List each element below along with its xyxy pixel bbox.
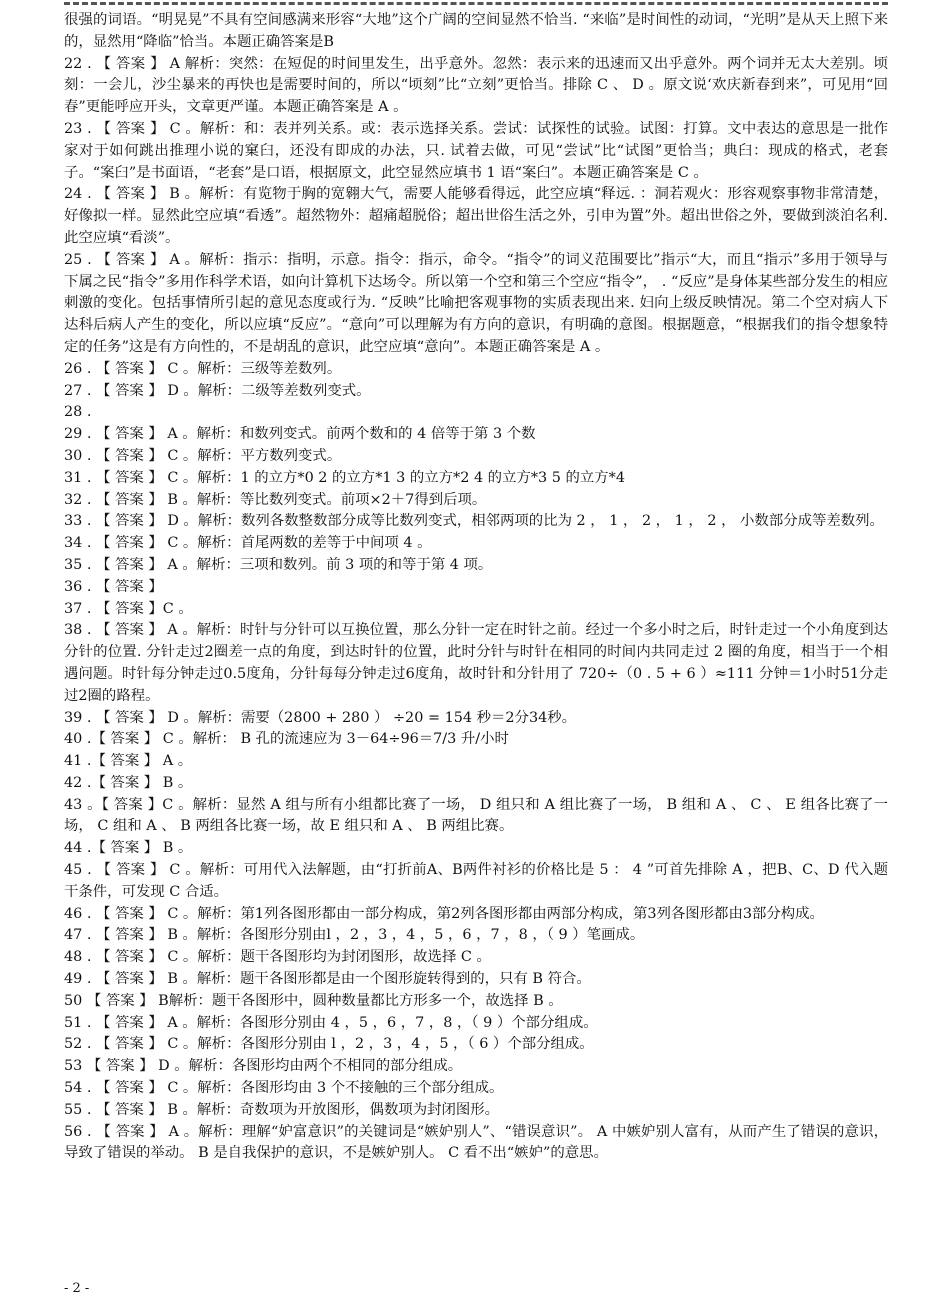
answer-44: 44 .【 答案 】 B 。 [64, 840, 193, 857]
page-number: - 2 - [64, 1281, 90, 1296]
answer-55: 55 . 【 答案 】 B 。解析：奇数项为开放图形，偶数项为封闭图形。 [64, 1101, 500, 1118]
answer-42: 42 .【 答案 】 B 。 [64, 774, 193, 791]
answer-39: 39 . 【 答案 】 D 。解析：需要（2800 + 280 ） ÷20 = 154 秒＝2分34秒。 [64, 709, 577, 726]
answer-30: 30 . 【 答案 】 C 。解析：平方数列变式。 [64, 447, 342, 464]
answer-37: 37 . 【 答案 】C 。 [64, 600, 193, 617]
answer-33: 33 . 【 答案 】 D 。解析：数列各数整数部分成等比数列变式，相邻两项的比为 2 ， 1 ， 2 ， 1 ， 2 ， 小数部分成等差数列。 [64, 513, 884, 530]
answer-31: 31 . 【 答案 】 C 。解析：1 的立方*0 2 的立方*1 3 的立方*2 4 的立方*3 5 的立方*4 [64, 469, 626, 486]
answer-38: 38 . 【 答案 】 A 。解析：时针与分针可以互换位置，那么分针一定在时针之前。经过一个多小时之后，时针走过一个小角度到达分针的位置. 分针走过2圈差一点的角度，到达时针的位置，此时分针与时针在相同的时间内共同走过 2 圈的角度，相当于一个相遇问题。时针每分钟走过0.5度角，分针每每分钟走过6度角，故时针和分针用了 720÷（0 . 5 + 6 ）≈111 分钟＝1小时51分走过2圈的路程。 [64, 622, 888, 704]
answer-explanations [64, 10, 893, 1165]
answer-47: 47 . 【 答案 】 B 。解析：各图形分别由l ，2 ，3 ，4 ，5 ，6 ，7 ，8 ，（ 9 ）笔画成。 [64, 927, 645, 944]
answer-46: 46 . 【 答案 】 C 。解析：第1列各图形都由一部分构成，第2列各图形都由两部分构成，第3列各图形都由3部分构成。 [64, 905, 824, 922]
answer-56: 56 . 【 答案 】 A 。解析：理解“妒富意识”的关键词是“嫉妒别人”、“错误意识”。 A 中嫉妒别人富有，从而产生了错误的意识，导致了错误的举动。 B 是自我保护的意识，不是嫉妒别人。 C 看不出“嫉妒”的意思。 [64, 1123, 888, 1162]
answer-53: 53 【 答案 】 D 。解析：各图形均由两个不相同的部分组成。 [64, 1058, 463, 1075]
answer-52: 52 . 【 答案 】 C 。解析：各图形分别由 l ，2 ，3 ，4 ，5 ，（ 6 ）个部分组成。 [64, 1036, 594, 1053]
answer-23: 23 . 【 答案 】 C 。解析：和：表并列关系。或：表示选择关系。尝试：试探性的试验。试图：打算。文中表达的意思是一批作家对于如何跳出推理小说的窠臼，还没有即成的办法，只. 试着去做，可见“尝试”比“试图”更恰当；典臼：现成的格式，老套子。“案臼”是书面语，“老套”是口语，根据原文，此空显然应填书 1 语“案臼”。本题正确答案是 C 。 [64, 120, 888, 181]
answer-43: 43 。【 答案 】C 。解析：显然 A 组与所有小组都比赛了一场， D 组只和 A 组比赛了一场， B 组和 A 、 C 、 E 组各比赛了一场， C 组和 A 、 B 两组各比赛一场，故 E 组只和 A 、 B 两组比赛。 [64, 796, 888, 835]
answer-48: 48 . 【 答案 】 C 。解析：题干各图形均为封闭图形，故选择 C 。 [64, 949, 491, 966]
answer-29: 29 . 【 答案 】 A 。解析：和数列变式。前两个数和的 4 倍等于第 3 个数 [64, 426, 536, 443]
answer-24: 24 . 【 答案 】 B 。解析：有览物于胸的宽翱大气，需要人能够看得远，此空应填“释远. ：洞若观火：形容观察事物非常清楚，好像拟一样。显然此空应填“看透”。超然物外：超痛超脱俗；超出世俗生活之外，引申为置”外。超出世俗之外，要做到淡泊名利. 此空应填“看淡”。 [64, 186, 893, 246]
answer-27: 27 . 【 答案 】 D 。解析：二级等差数列变式。 [64, 382, 371, 399]
header-rule [64, 2, 888, 5]
answer-45: 45 . 【 答案 】 C 。解析：可用代入法解题，由“打折前A、B两件衬衫的价格比是 5 ： 4 ”可首先排除 A ，把B、C、D 代入题干条件，可发现 C 合适。 [64, 862, 888, 900]
paragraph: 很强的词语。“明晃晃”不具有空间感满来形容“大地”这个广阔的空间显然不恰当. “来临”是时间性的动词，“光明”是从天上照下来的，显然用“降临”恰当。本题正确答案是B [64, 12, 888, 50]
answer-25: 25 . 【 答案 】 A 。解析：指示：指明，示意。指令：指示，命令。“指令”的词义范围要比”指示“大，而且“指示”多用于领导与下属之民“指令”多用作科学术语，如向计算机下达场令。所以第一个空和第三个空应“指令”， . “反应”是身体某些部分发生的相应刺激的变化。包括事情所引起的意见态度或行为. “反映”比喻把客观事物的实质表现出来. 妇向上级反映情况。第二个空对病人下达科后病人产生的变化，所以应填“反应”。“意向”可以理解为有方向的意识，有明确的意图。根据题意，“根据我们的指令想象特定的任务”这是有方向性的，不是胡乱的意识，此空应填“意向”。本题正确答案是 A 。 [64, 251, 888, 355]
answer-51: 51 . 【 答案 】 A 。解析：各图形分别由 4 ，5 ，6 ，7 ，8 ，（ 9 ）个部分组成。 [64, 1014, 598, 1031]
answer-26: 26 . 【 答案 】 C 。解析：三级等差数列。 [64, 360, 342, 377]
answer-32: 32 . 【 答案 】 B 。解析：等比数列变式。前项×2＋7得到后项。 [64, 491, 487, 508]
answer-41: 41 .【 答案 】 A 。 [64, 753, 193, 770]
answer-49: 49 . 【 答案 】 B 。解析：题干各图形都是由一个图形旋转得到的，只有 B 符合。 [64, 971, 591, 988]
answer-22: 22 . 【 答案 】 A 解析：突然：在短促的时间里发生，出乎意外。忽然：表示来的迅速而又出乎意外。两个词并无太大差别。顷刻：一会儿，沙尘暴来的再快也是需要时间的，所以“顷刻”比“立刻”更恰当。排除 C 、 D 。原文说‘欢庆新春到来”，可见用“回春”更能呼应开头，文章更严谨。本题正确答案是 A 。 [64, 55, 888, 116]
answer-28: 28 . [64, 404, 92, 421]
answer-36: 36 . 【 答案 】 [64, 578, 163, 595]
answer-54: 54 . 【 答案 】 C 。解析：各图形均由 3 个不接触的三个部分组成。 [64, 1080, 504, 1097]
answer-35: 35 . 【 答案 】 A 。解析：三项和数列。前 3 项的和等于第 4 项。 [64, 556, 493, 573]
answer-50: 50 【 答案 】 B解析：题干各图形中，圆种数量都比方形多一个，故选择 B 。 [64, 992, 563, 1009]
answer-40: 40 .【 答案 】 C 。解析： B 孔的流速应为 3－64÷96＝7/3 升/小时 [64, 731, 509, 748]
answer-34: 34 . 【 答案 】 C 。解析：首尾两数的差等于中间项 4 。 [64, 535, 432, 552]
